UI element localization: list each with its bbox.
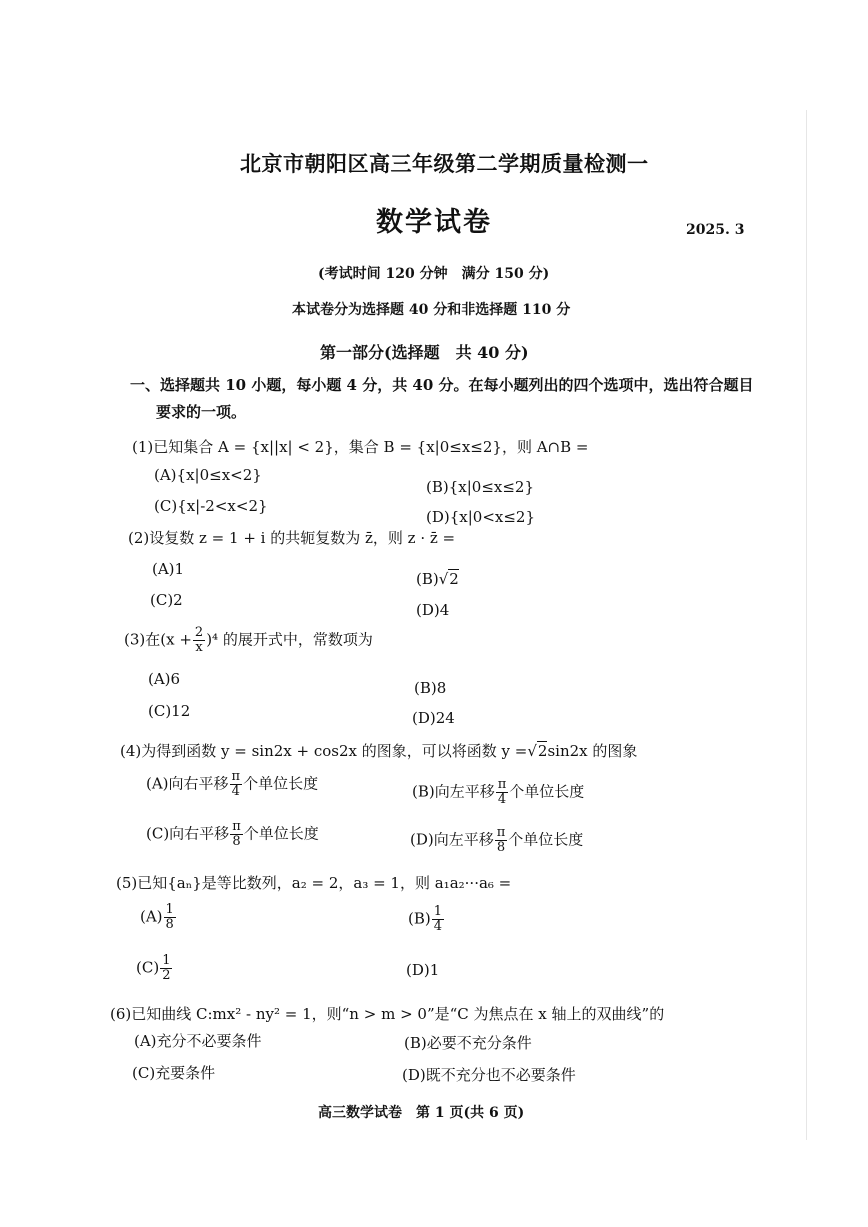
- question-1-option-a: (A){x|0≤x<2}: [154, 466, 262, 484]
- question-1-option-c: (C){x|-2<x<2}: [154, 497, 268, 515]
- question-5-option-c: (C) $\frac{1}{2}$: [136, 953, 171, 983]
- question-2-stem: (2)设复数 z = 1 + i 的共轭复数为 z̄，则 z · z̄ =: [128, 529, 456, 547]
- question-5-option-d: (D)1: [406, 961, 440, 979]
- subject-title: 数学试卷: [376, 207, 492, 238]
- question-3-stem: (3)在(x + $\frac{2}{x}$ )⁴ 的展开式中，常数项为: [124, 625, 373, 655]
- question-6-option-a: (A)充分不必要条件: [134, 1032, 262, 1050]
- question-6-option-d: (D)既不充分也不必要条件: [402, 1066, 576, 1084]
- question-2-option-d: (D)4: [416, 601, 450, 619]
- question-2-option-c: (C)2: [150, 591, 183, 609]
- question-1-option-b: (B){x|0≤x≤2}: [426, 478, 535, 496]
- question-3-option-b: (B)8: [414, 679, 447, 697]
- page-footer: 高三数学试卷 第 1 页(共 6 页): [318, 1105, 525, 1121]
- question-3-option-c: (C)12: [148, 702, 191, 720]
- exam-time-info: (考试时间 120 分钟 满分 150 分): [318, 266, 550, 282]
- question-4-stem: (4)为得到函数 y = sin2x + cos2x 的图象，可以将函数 y =√2sin2x 的图象: [120, 742, 638, 760]
- section-instructions-line1: 一、选择题共 10 小题，每小题 4 分，共 40 分。在每小题列出的四个选项中，选出符合题目: [130, 376, 754, 394]
- question-4-option-d: (D)向左平移 $\frac{\pi}{8}$ 个单位长度: [410, 825, 584, 855]
- question-3-option-a: (A)6: [148, 670, 181, 688]
- question-2-option-b: (B)√2: [416, 570, 459, 588]
- question-3-option-d: (D)24: [412, 709, 455, 727]
- question-6-option-c: (C)充要条件: [132, 1064, 216, 1082]
- section-instructions-line2: 要求的一项。: [156, 403, 247, 421]
- question-1-option-d: (D){x|0<x≤2}: [426, 508, 536, 526]
- question-5-option-b: (B) $\frac{1}{4}$: [408, 904, 443, 934]
- page-edge-line: [806, 110, 807, 1140]
- question-6-option-b: (B)必要不充分条件: [404, 1034, 532, 1052]
- question-1-stem: (1)已知集合 A = {x||x| < 2}，集合 B = {x|0≤x≤2}，则 A∩B =: [132, 438, 589, 456]
- question-2-option-a: (A)1: [152, 560, 185, 578]
- score-info: 本试卷分为选择题 40 分和非选择题 110 分: [292, 302, 571, 318]
- part-one-heading: 第一部分(选择题 共 40 分): [320, 343, 529, 362]
- question-4-option-b: (B)向左平移 $\frac{\pi}{4}$ 个单位长度: [412, 777, 585, 807]
- question-4-option-a: (A)向右平移 $\frac{\pi}{4}$ 个单位长度: [146, 769, 319, 799]
- exam-title: 北京市朝阳区高三年级第二学期质量检测一: [240, 151, 649, 176]
- question-4-option-c: (C)向右平移 $\frac{\pi}{8}$ 个单位长度: [146, 819, 319, 849]
- question-6-stem: (6)已知曲线 C:mx² - ny² = 1，则“n > m > 0”是“C 为焦点在 x 轴上的双曲线”的: [110, 1005, 665, 1023]
- fraction-2-over-x: $\frac{2}{x}$: [194, 625, 204, 655]
- question-5-stem: (5)已知{aₙ}是等比数列，a₂ = 2，a₃ = 1，则 a₁a₂···a₆ =: [116, 874, 512, 892]
- question-5-option-a: (A) $\frac{1}{8}$: [140, 902, 174, 932]
- exam-date: 2025. 3: [686, 222, 745, 238]
